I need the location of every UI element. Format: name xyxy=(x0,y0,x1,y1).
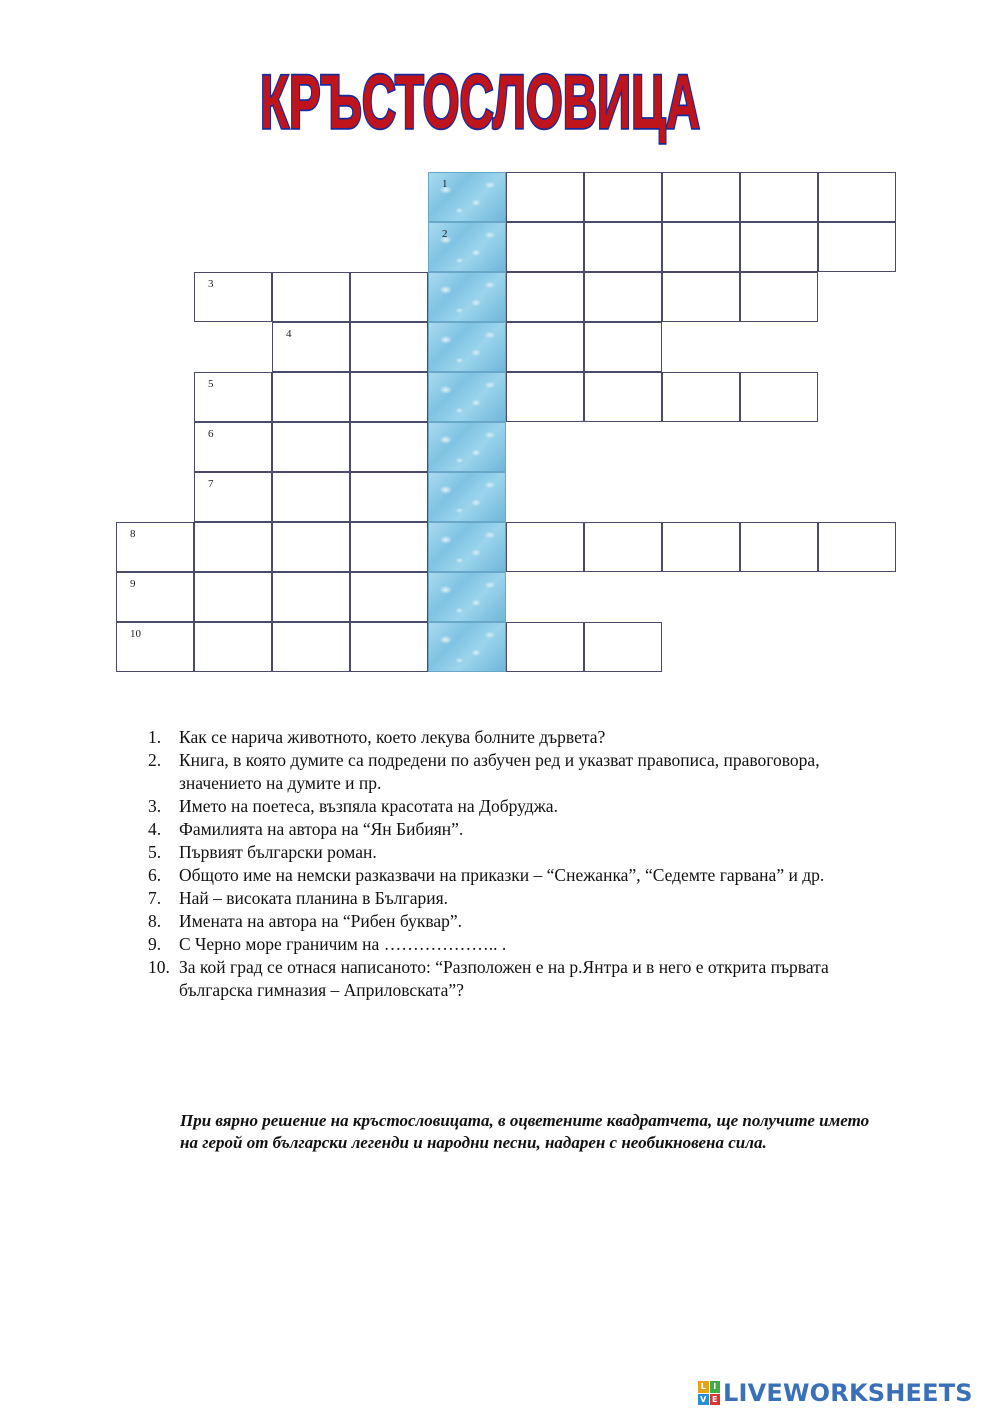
clue-text: Как се нарича животното, което лекува болните дървета? xyxy=(179,727,606,747)
clue-number: 7 xyxy=(208,478,214,490)
grid-cell[interactable] xyxy=(662,172,740,222)
clue-list xyxy=(148,726,888,1002)
grid-cell[interactable] xyxy=(116,622,194,672)
shaded-cell[interactable] xyxy=(428,172,506,222)
clue-text: Първият български роман. xyxy=(179,842,377,862)
grid-cell[interactable] xyxy=(584,322,662,372)
grid-cell[interactable] xyxy=(662,522,740,572)
grid-cell[interactable] xyxy=(194,622,272,672)
shaded-cell[interactable] xyxy=(428,572,506,622)
grid-cell[interactable] xyxy=(350,272,428,322)
grid-cell[interactable] xyxy=(506,372,584,422)
clue-text: Името на поетеса, възпяла красотата на Добруджа. xyxy=(179,796,558,816)
grid-cell[interactable] xyxy=(662,272,740,322)
instruction-note: При вярно решение на кръстословицата, в оцветените квадратчета, ще получите името на герой от български легенди и народни песни, надарен с необикновена сила. xyxy=(180,1111,870,1152)
grid-cell[interactable] xyxy=(272,422,350,472)
grid-cell[interactable] xyxy=(506,272,584,322)
grid-cell[interactable] xyxy=(740,222,818,272)
grid-cell[interactable] xyxy=(194,472,272,522)
grid-cell[interactable] xyxy=(350,522,428,572)
shaded-cell[interactable] xyxy=(428,422,506,472)
crossword-grid xyxy=(0,0,1000,700)
clue-number: 10 xyxy=(130,628,141,640)
shaded-cell[interactable] xyxy=(428,372,506,422)
clue-item xyxy=(148,841,888,864)
clue-number: 1 xyxy=(442,178,448,190)
clue-number: 3 xyxy=(208,278,214,290)
grid-cell[interactable] xyxy=(272,272,350,322)
grid-cell[interactable] xyxy=(584,622,662,672)
grid-cell[interactable] xyxy=(506,322,584,372)
clue-item xyxy=(148,726,888,749)
clue-item xyxy=(148,818,888,841)
grid-cell[interactable] xyxy=(194,572,272,622)
grid-cell[interactable] xyxy=(350,322,428,372)
clue-index: 7. xyxy=(148,888,162,908)
logo-badge-letter: I xyxy=(710,1381,721,1393)
logo-badge-letter: V xyxy=(698,1394,709,1406)
clue-text: Фамилията на автора на “Ян Бибиян”. xyxy=(179,819,464,839)
shaded-cell[interactable] xyxy=(428,222,506,272)
clue-number: 5 xyxy=(208,378,214,390)
clue-index: 10. xyxy=(148,957,170,977)
clue-number: 4 xyxy=(286,328,292,340)
clue-text: За кой град се отнася написаното: “Разположен е на р.Янтра и в него е открита първата българска гимназия – Априловската”? xyxy=(179,957,829,1000)
clue-number: 8 xyxy=(130,528,136,540)
grid-cell[interactable] xyxy=(584,372,662,422)
shaded-cell[interactable] xyxy=(428,322,506,372)
clue-index: 4. xyxy=(148,819,162,839)
clue-item xyxy=(148,795,888,818)
clue-text: Общото име на немски разказвачи на приказки – “Снежанка”, “Седемте гарвана” и др. xyxy=(179,865,825,885)
grid-cell[interactable] xyxy=(350,372,428,422)
clue-index: 3. xyxy=(148,796,162,816)
grid-cell[interactable] xyxy=(272,372,350,422)
clue-text: Най – високата планина в България. xyxy=(179,888,449,908)
logo-text: LIVEWORKSHEETS xyxy=(723,1379,973,1407)
clue-index: 6. xyxy=(148,865,162,885)
clue-item xyxy=(148,933,888,956)
clue-text: Книга, в която думите са подредени по азбучен ред и указват правописа, правоговора, значението на думите и пр. xyxy=(179,750,820,793)
grid-cell[interactable] xyxy=(662,372,740,422)
clue-index: 8. xyxy=(148,911,162,931)
clue-item xyxy=(148,910,888,933)
grid-cell[interactable] xyxy=(350,422,428,472)
clue-item xyxy=(148,749,888,795)
grid-cell[interactable] xyxy=(506,222,584,272)
grid-cell[interactable] xyxy=(272,522,350,572)
liveworksheets-logo xyxy=(698,1380,973,1406)
shaded-cell[interactable] xyxy=(428,622,506,672)
grid-cell[interactable] xyxy=(740,372,818,422)
grid-cell[interactable] xyxy=(116,522,194,572)
grid-cell[interactable] xyxy=(272,472,350,522)
grid-cell[interactable] xyxy=(272,322,350,372)
clue-number: 6 xyxy=(208,428,214,440)
grid-cell[interactable] xyxy=(584,172,662,222)
clue-text: Имената на автора на “Рибен буквар”. xyxy=(179,911,463,931)
grid-cell[interactable] xyxy=(584,222,662,272)
clue-item xyxy=(148,864,888,887)
grid-cell[interactable] xyxy=(194,422,272,472)
logo-badge-icon xyxy=(698,1381,720,1405)
shaded-cell[interactable] xyxy=(428,472,506,522)
grid-cell[interactable] xyxy=(350,622,428,672)
grid-cell[interactable] xyxy=(818,522,896,572)
clue-number: 2 xyxy=(442,228,448,240)
title-text: КРЪСТОСЛОВИЦА xyxy=(260,60,700,145)
grid-cell[interactable] xyxy=(662,222,740,272)
logo-badge-letter: L xyxy=(698,1381,709,1393)
grid-cell[interactable] xyxy=(506,172,584,222)
clue-index: 2. xyxy=(148,750,162,770)
clue-index: 5. xyxy=(148,842,162,862)
grid-cell[interactable] xyxy=(506,522,584,572)
grid-cell[interactable] xyxy=(740,172,818,222)
clue-item xyxy=(148,956,888,1002)
grid-cell[interactable] xyxy=(818,222,896,272)
logo-badge-letter: E xyxy=(710,1394,721,1406)
grid-cell[interactable] xyxy=(506,622,584,672)
clue-number: 9 xyxy=(130,578,136,590)
shaded-cell[interactable] xyxy=(428,522,506,572)
grid-cell[interactable] xyxy=(194,522,272,572)
clue-text: С Черно море граничим на ……………….. . xyxy=(179,934,507,954)
grid-cell[interactable] xyxy=(584,522,662,572)
grid-cell[interactable] xyxy=(584,272,662,322)
grid-cell[interactable] xyxy=(272,572,350,622)
grid-cell[interactable] xyxy=(740,272,818,322)
grid-cell[interactable] xyxy=(116,572,194,622)
shaded-cell[interactable] xyxy=(428,272,506,322)
grid-cell[interactable] xyxy=(740,522,818,572)
grid-cell[interactable] xyxy=(350,472,428,522)
grid-cell[interactable] xyxy=(272,622,350,672)
clue-index: 9. xyxy=(148,934,162,954)
grid-cell[interactable] xyxy=(194,272,272,322)
grid-cell[interactable] xyxy=(194,372,272,422)
grid-cell[interactable] xyxy=(350,572,428,622)
clue-item xyxy=(148,887,888,910)
clue-index: 1. xyxy=(148,727,162,747)
grid-cell[interactable] xyxy=(818,172,896,222)
